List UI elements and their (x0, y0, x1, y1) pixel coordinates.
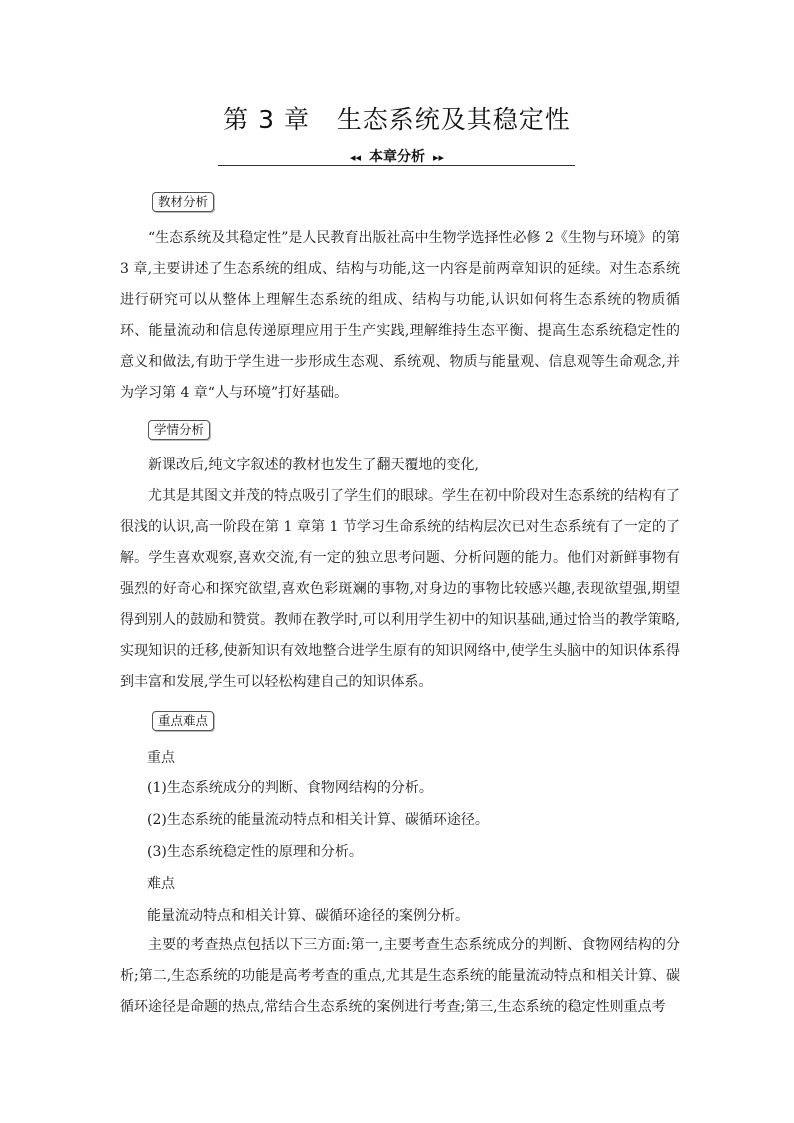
exam-summary-paragraph: 主要的考查热点包括以下三方面:第一,主要考查生态系统成分的判断、食物网结构的分析;第二,生态系统的功能是高考考查的重点,尤其是生态系统的能量流动特点和相关计算、碳循环途径是命题的热点,常结合生态系统的案例进行考查;第三,生态系统的稳定性则重点考 (120, 937, 680, 1015)
section-tag-students: 学情分析 (148, 420, 210, 440)
chapter-analysis-banner (0, 146, 794, 166)
section-tag-textbook: 教材分析 (152, 192, 214, 212)
key-heading: 重点 (147, 750, 175, 766)
textbook-analysis-paragraph: “生态系统及其稳定性”是人民教育出版社高中生物学选择性必修 2《生物与环境》的第 3 章,主要讲述了生态系统的组成、结构与功能,这一内容是前两章知识的延续。对生态系统进行研究可以从整体上理解生态系统的组成、结构与功能,认识如何将生态系统的物质循环、能量流动和信息传递原理应用于生产实践,理解维持生态平衡、提高生态系统稳定性的意义和做法,有助于学生进一步形成生态观、系统观、物质与能量观、信息观等生命观念,并为学习第 4 章“人与环境”打好基础。 (120, 230, 680, 401)
chapter-title: 第 3 章 生态系统及其稳定性 (223, 105, 571, 134)
difficulty-heading: 难点 (147, 876, 175, 892)
difficulty-text: 能量流动特点和相关计算、碳循环途径的案例分析。 (147, 908, 469, 924)
chapter-divider (218, 165, 575, 166)
key-item-3: (3)生态系统稳定性的原理和分析。 (147, 844, 363, 860)
section-tag-keypoints: 重点难点 (152, 711, 214, 731)
key-item-1: (1)生态系统成分的判断、食物网结构的分析。 (147, 780, 433, 796)
double-left-arrow-icon: ◂◂ (349, 151, 361, 164)
double-right-arrow-icon: ▸▸ (433, 151, 445, 164)
banner-label: 本章分析 (369, 149, 425, 165)
students-analysis-paragraph-2: 尤其是其图文并茂的特点吸引了学生们的眼球。学生在初中阶段对生态系统的结构有了很浅的认识,高一阶段在第 1 章第 1 节学习生命系统的结构层次已对生态系统有了一定的了解。学生喜欢观察,喜欢交流,有一定的独立思考问题、分析问题的能力。他们对新鲜事物有强烈的好奇心和探究欲望,喜欢色彩斑斓的事物,对身边的事物比较感兴趣,表现欲望强,期望得到别人的鼓励和赞赏。教师在教学时,可以利用学生初中的知识基础,通过恰当的教学策略,实现知识的迁移,使新知识有效地整合进学生原有的知识网络中,使学生头脑中的知识体系得到丰富和发展,学生可以轻松构建自己的知识体系。 (120, 488, 680, 690)
key-item-2: (2)生态系统的能量流动特点和相关计算、碳循环途径。 (147, 812, 489, 828)
students-analysis-paragraph-1: 新课改后,纯文字叙述的教材也发生了翻天覆地的变化, (148, 457, 479, 473)
